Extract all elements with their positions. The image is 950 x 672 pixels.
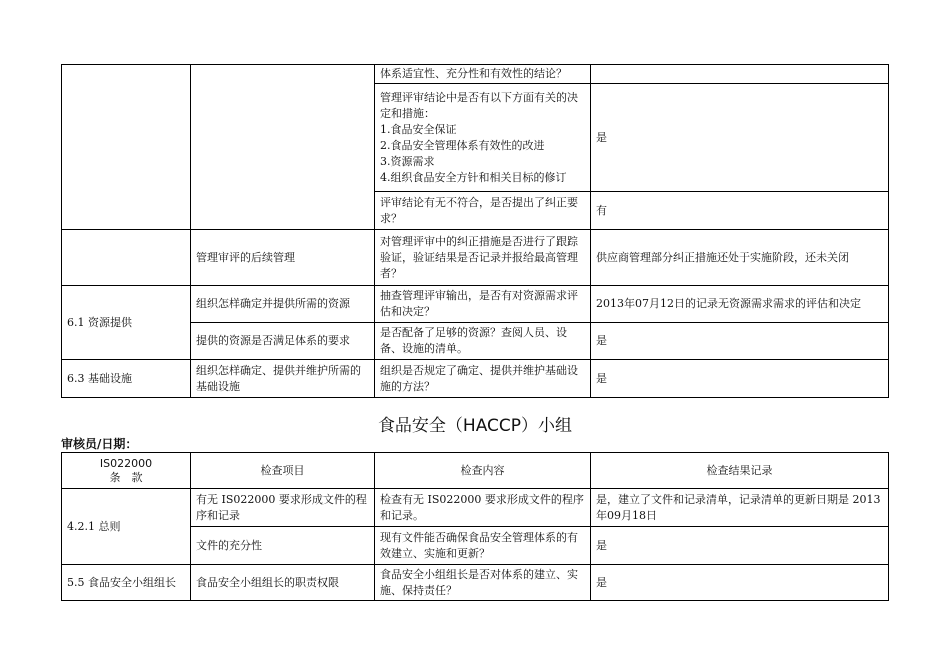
clause-header-line1: IS022000: [99, 456, 153, 470]
column-header-result: 检查结果记录: [591, 453, 889, 489]
result-cell: 有: [591, 192, 889, 230]
clause-cell: 4.2.1 总则: [62, 489, 191, 565]
result-cell: 是: [591, 527, 889, 565]
item-cell: [191, 65, 375, 230]
result-cell: 是: [591, 360, 889, 398]
management-review-table: [61, 64, 889, 398]
content-cell: 评审结论有无不符合，是否提出了纠正要求？: [375, 192, 591, 230]
result-cell: 是: [591, 323, 889, 360]
content-cell: 检查有无 IS022000 要求形成文件的程序和记录。: [375, 489, 591, 527]
item-cell: 文件的充分性: [191, 527, 375, 565]
result-cell: 2013年07月12日的记录无资源需求需求的评估和决定: [591, 286, 889, 323]
content-cell: 食品安全小组组长是否对体系的建立、实施、保持责任？: [375, 565, 591, 601]
column-header-content: 检查内容: [375, 453, 591, 489]
result-cell: 是: [591, 84, 889, 192]
content-cell: 组织是否规定了确定、提供并维护基础设施的方法？: [375, 360, 591, 398]
table-row: [62, 65, 889, 84]
result-cell: 是，建立了文件和记录清单，记录清单的更新日期是 2013年09月18日: [591, 489, 889, 527]
content-cell: 是否配备了足够的资源？查阅人员、设备、设施的清单。: [375, 323, 591, 360]
item-cell: 管理审评的后续管理: [191, 230, 375, 286]
content-cell: 体系适宜性、充分性和有效性的结论？: [375, 65, 591, 84]
item-cell: 有无 IS022000 要求形成文件的程序和记录: [191, 489, 375, 527]
content-cell: 管理评审结论中是否有以下方面有关的决定和措施： 1.食品安全保证 2.食品安全管理体系有效性的改进 3.资源需求 4.组织食品安全方针和相关目标的修订: [375, 84, 591, 192]
section-title: 食品安全（HACCP）小组: [377, 416, 573, 436]
clause-cell: 6.3 基础设施: [62, 360, 191, 398]
table-row: [62, 489, 889, 527]
result-cell: 是: [591, 565, 889, 601]
auditor-date-label: 审核员/日期：: [61, 437, 138, 451]
column-header-clause: [62, 453, 191, 489]
table-row: [62, 286, 889, 323]
content-cell: 对管理评审中的纠正措施是否进行了跟踪验证，验证结果是否记录并报给最高管理者？: [375, 230, 591, 286]
item-cell: 食品安全小组组长的职责权限: [191, 565, 375, 601]
column-header-item: 检查项目: [191, 453, 375, 489]
result-cell: 供应商管理部分纠正措施还处于实施阶段，还未关闭: [591, 230, 889, 286]
header-row: [62, 453, 889, 489]
clause-cell: [62, 230, 191, 286]
haccp-team-table: [61, 452, 889, 601]
clause-cell: 5.5 食品安全小组组长: [62, 565, 191, 601]
result-cell: [591, 65, 889, 84]
item-cell: 组织怎样确定、提供并维护所需的基础设施: [191, 360, 375, 398]
item-cell: 提供的资源是否满足体系的要求: [191, 323, 375, 360]
clause-cell: 6.1 资源提供: [62, 286, 191, 360]
content-cell: 抽查管理评审输出，是否有对资源需求评估和决定？: [375, 286, 591, 323]
table-row: [62, 230, 889, 286]
item-cell: 组织怎样确定并提供所需的资源: [191, 286, 375, 323]
clause-cell: [62, 65, 191, 230]
table-row: [62, 360, 889, 398]
content-cell: 现有文件能否确保食品安全管理体系的有效建立、实施和更新？: [375, 527, 591, 565]
clause-header-line2: 条 款: [109, 470, 143, 484]
table-row: [62, 565, 889, 601]
